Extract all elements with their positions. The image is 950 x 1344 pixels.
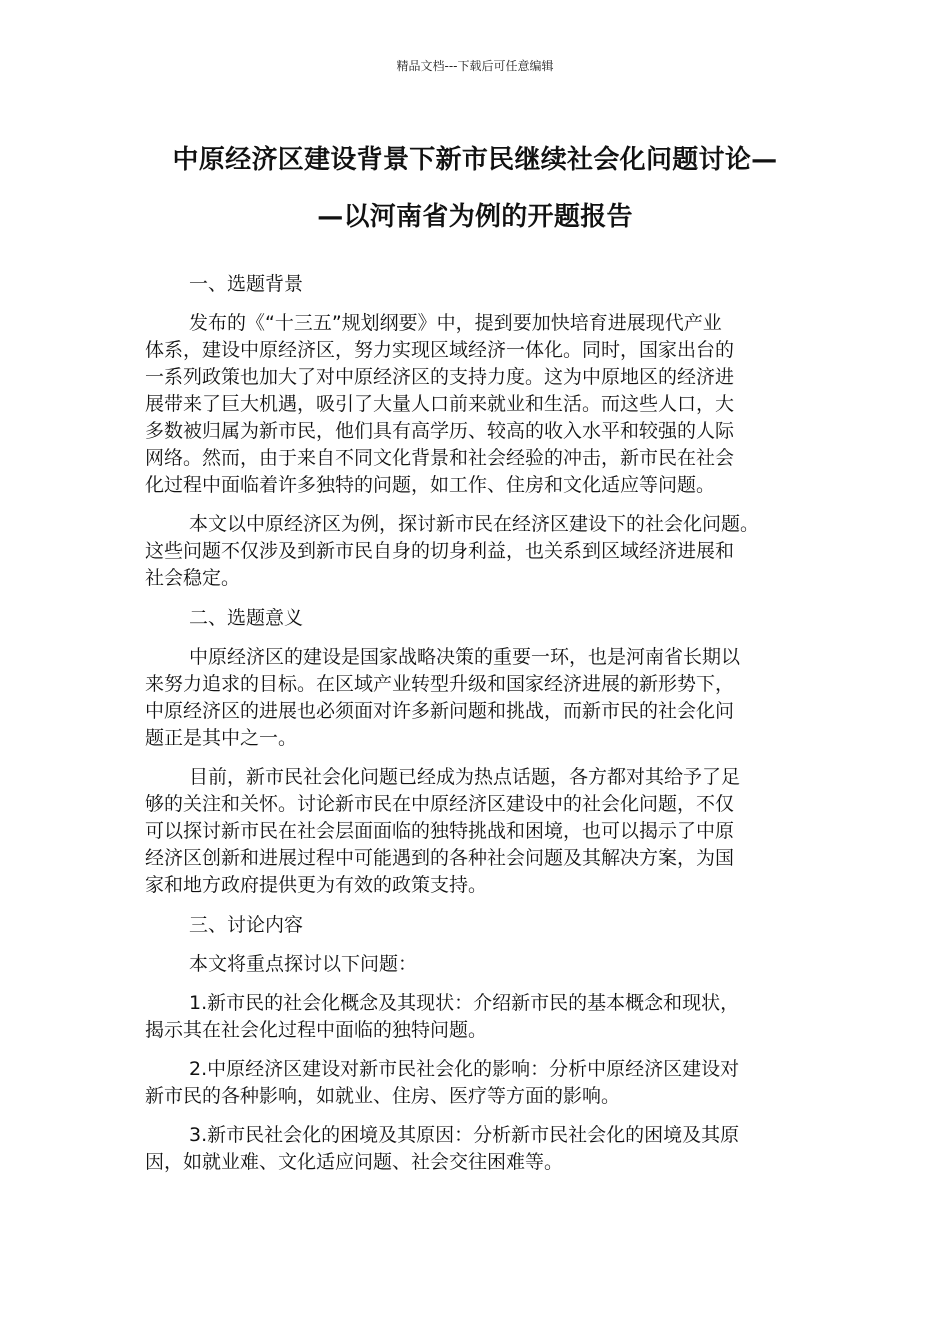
paragraph-line: 这些问题不仅涉及到新市民自身的切身利益，也关系到区域经济进展和 xyxy=(145,540,735,562)
paragraph-line: 体系，建设中原经济区，努力实现区域经济一体化。同时，国家出台的 xyxy=(145,339,735,361)
paragraph xyxy=(145,511,795,592)
paragraph-line: 目前，新市民社会化问题已经成为热点话题，各方都对其给予了足 xyxy=(189,766,741,788)
document-title xyxy=(135,132,815,246)
title-line: 中原经济区建设背景下新市民继续社会化问题讨论— xyxy=(172,145,778,175)
paragraph-line: 经济区创新和进展过程中可能遇到的各种社会问题及其解决方案，为国 xyxy=(145,847,735,869)
list-item xyxy=(145,1056,795,1110)
paragraph-line: 3.新市民社会化的困境及其原因：分析新市民社会化的困境及其原 xyxy=(189,1124,740,1146)
paragraph-line: 发布的《“十三五”规划纲要》中，提到要加快培育进展现代产业 xyxy=(189,312,722,334)
paragraph xyxy=(145,644,795,752)
section-heading: 三、讨论内容 xyxy=(189,914,304,936)
paragraph-line: 中原经济区的进展也必须面对许多新问题和挑战，而新市民的社会化问 xyxy=(145,700,735,722)
title-line: —以河南省为例的开题报告 xyxy=(317,202,633,232)
paragraph-line: 中原经济区的建设是国家战略决策的重要一环，也是河南省长期以 xyxy=(189,646,741,668)
list-item xyxy=(145,1122,795,1176)
document-body xyxy=(145,270,795,1188)
paragraph-line: 够的关注和关怀。讨论新市民在中原经济区建设中的社会化问题，不仅 xyxy=(145,793,735,815)
paragraph-line: 化过程中面临着许多独特的问题，如工作、住房和文化适应等问题。 xyxy=(145,474,716,496)
paragraph-line: 题正是其中之一。 xyxy=(145,727,298,749)
paragraph-line: 2.中原经济区建设对新市民社会化的影响：分析中原经济区建设对 xyxy=(189,1058,740,1080)
paragraph-line: 因，如就业难、文化适应问题、社会交往困难等。 xyxy=(145,1151,564,1173)
section-heading: 一、选题背景 xyxy=(189,273,304,295)
paragraph-line: 可以探讨新市民在社会层面面临的独特挑战和困境，也可以揭示了中原 xyxy=(145,820,735,842)
paragraph-line: 新市民的各种影响，如就业、住房、医疗等方面的影响。 xyxy=(145,1085,621,1107)
page-header: 精品文档---下载后可任意编辑 xyxy=(396,59,554,73)
paragraph-line: 揭示其在社会化过程中面临的独特问题。 xyxy=(145,1019,488,1041)
list-item xyxy=(145,990,795,1044)
paragraph-line: 1.新市民的社会化概念及其现状：介绍新市民的基本概念和现状， xyxy=(189,992,740,1014)
paragraph xyxy=(145,764,795,899)
paragraph-line: 社会稳定。 xyxy=(145,567,241,589)
section-heading: 二、选题意义 xyxy=(189,607,304,629)
paragraph-line: 展带来了巨大机遇，吸引了大量人口前来就业和生活。而这些人口，大 xyxy=(145,393,735,415)
paragraph-line: 本文将重点探讨以下问题： xyxy=(189,953,418,975)
paragraph-line: 家和地方政府提供更为有效的政策支持。 xyxy=(145,874,488,896)
paragraph xyxy=(145,951,795,978)
paragraph-line: 一系列政策也加大了对中原经济区的支持力度。这为中原地区的经济进 xyxy=(145,366,735,388)
paragraph-line: 多数被归属为新市民，他们具有高学历、较高的收入水平和较强的人际 xyxy=(145,420,735,442)
paragraph-line: 网络。然而，由于来自不同文化背景和社会经验的冲击，新市民在社会 xyxy=(145,447,735,469)
paragraph-line: 来努力追求的目标。在区域产业转型升级和国家经济进展的新形势下， xyxy=(145,673,735,695)
paragraph-line: 本文以中原经济区为例，探讨新市民在经济区建设下的社会化问题。 xyxy=(189,513,760,535)
paragraph xyxy=(145,310,795,499)
